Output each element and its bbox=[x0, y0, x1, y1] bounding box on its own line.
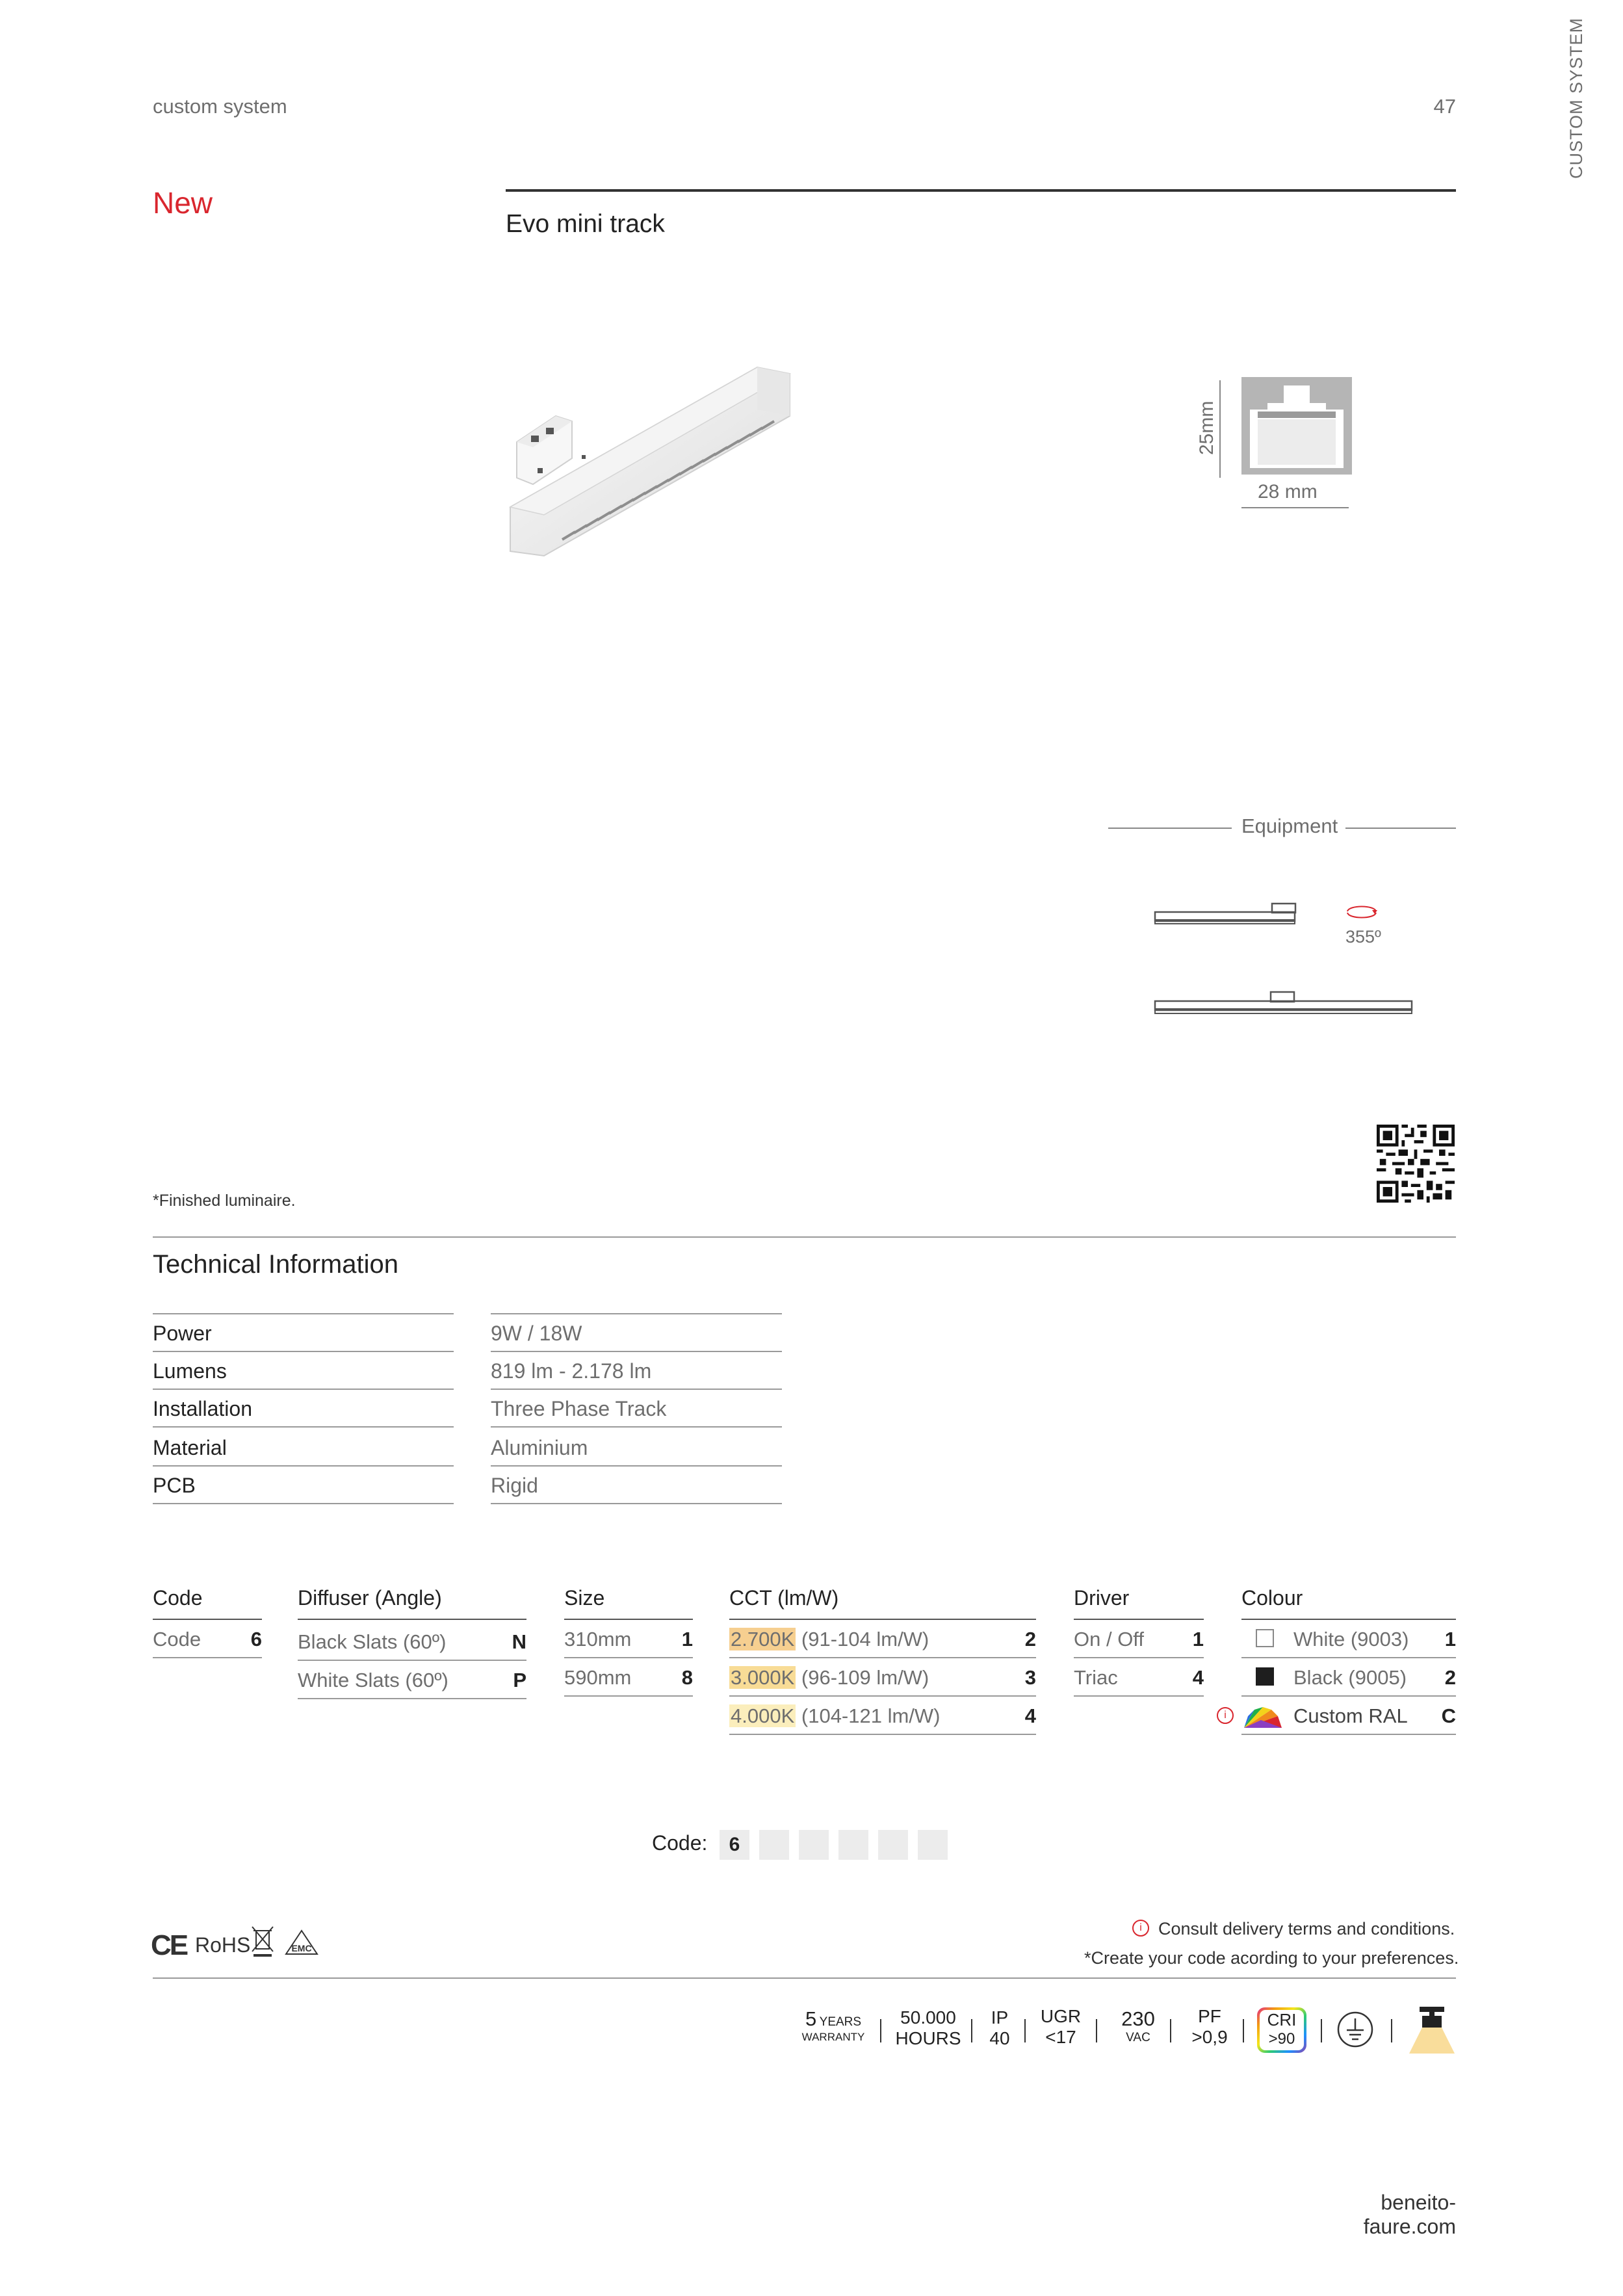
driver-option-onoff[interactable] bbox=[1074, 1620, 1204, 1658]
equipment-drawing-long bbox=[1154, 988, 1414, 1024]
diffuser-option-label: Black Slats (60º) bbox=[298, 1630, 447, 1653]
website-link[interactable]: beneito-faure.com bbox=[1363, 2191, 1456, 2238]
spec-separator bbox=[1024, 2019, 1026, 2042]
code-option-label: Code bbox=[153, 1628, 201, 1650]
ip-spec bbox=[981, 2007, 1018, 2049]
weee-bin-icon bbox=[251, 1925, 274, 1958]
cct-option-code: 2 bbox=[1024, 1628, 1036, 1650]
info-icon[interactable]: i bbox=[1217, 1707, 1234, 1724]
hours-label: HOURS bbox=[895, 2028, 961, 2048]
warranty-spec bbox=[801, 2007, 866, 2044]
profile-width-dim-line bbox=[1241, 507, 1349, 508]
white-swatch bbox=[1256, 1629, 1274, 1647]
warranty-label: WARRANTY bbox=[801, 2031, 865, 2043]
vac-spec bbox=[1109, 2007, 1167, 2045]
cri-label: CRI bbox=[1267, 2010, 1297, 2029]
code-slot-1: 6 bbox=[720, 1830, 749, 1860]
col-header-driver: Driver bbox=[1074, 1586, 1130, 1610]
profile-height-dim-line bbox=[1219, 380, 1221, 478]
colour-option-code: 2 bbox=[1444, 1666, 1456, 1689]
size-option-label: 590mm bbox=[564, 1666, 632, 1689]
side-band-label: CUSTOM SYSTEM bbox=[1566, 17, 1586, 179]
driver-option-code: 4 bbox=[1192, 1666, 1204, 1689]
colour-option-custom[interactable] bbox=[1241, 1697, 1456, 1735]
col-header-code: Code bbox=[153, 1586, 203, 1610]
spec-separator bbox=[1096, 2019, 1097, 2042]
cct-efficiency: (96-109 lm/W) bbox=[801, 1666, 929, 1689]
colour-option-white[interactable] bbox=[1241, 1620, 1456, 1658]
create-note: *Create your code acording to your preferences. bbox=[1084, 1948, 1459, 1968]
diffuser-option-black[interactable] bbox=[298, 1623, 526, 1661]
size-option-590[interactable] bbox=[564, 1658, 693, 1697]
hours-number: 50.000 bbox=[900, 2007, 956, 2028]
code-option-code: 6 bbox=[250, 1628, 262, 1650]
ti-value-installation: Three Phase Track bbox=[491, 1390, 782, 1428]
cct-option-2700[interactable] bbox=[729, 1620, 1036, 1658]
driver-option-code: 1 bbox=[1192, 1628, 1204, 1650]
diffuser-option-white[interactable] bbox=[298, 1661, 526, 1699]
consult-note: Consult delivery terms and conditions. bbox=[1158, 1919, 1455, 1938]
code-option-row[interactable] bbox=[153, 1620, 262, 1658]
size-option-label: 310mm bbox=[564, 1628, 632, 1650]
product-name: Evo mini track bbox=[506, 210, 665, 238]
ugr-value: <17 bbox=[1045, 2027, 1076, 2047]
track-light-icon bbox=[1408, 2005, 1456, 2054]
ground-icon bbox=[1336, 2011, 1374, 2048]
colour-option-label: Custom RAL bbox=[1293, 1704, 1408, 1727]
code-builder-label: Code: bbox=[652, 1831, 708, 1855]
colour-option-black[interactable] bbox=[1241, 1658, 1456, 1697]
ti-value-material: Aluminium bbox=[491, 1429, 782, 1467]
vac-number: 230 bbox=[1121, 2007, 1155, 2030]
ti-label-material: Material bbox=[153, 1429, 454, 1467]
cct-option-code: 3 bbox=[1024, 1666, 1036, 1689]
col-header-colour: Colour bbox=[1241, 1586, 1303, 1610]
pf-label: PF bbox=[1198, 2006, 1221, 2026]
ti-value-pcb: Rigid bbox=[491, 1467, 782, 1504]
cri-icon bbox=[1257, 2007, 1306, 2053]
pf-spec bbox=[1180, 2006, 1239, 2048]
equipment-rule-right bbox=[1345, 828, 1456, 829]
cct-option-4000[interactable] bbox=[729, 1697, 1036, 1735]
size-option-310[interactable] bbox=[564, 1620, 693, 1658]
spec-separator bbox=[971, 2019, 972, 2042]
black-swatch bbox=[1256, 1667, 1274, 1686]
profile-width-label: 28 mm bbox=[1258, 481, 1318, 502]
colour-option-label: Black (9005) bbox=[1293, 1666, 1407, 1689]
ip-value: 40 bbox=[989, 2028, 1010, 2048]
colour-option-label: White (9003) bbox=[1293, 1628, 1409, 1650]
rotation-icon bbox=[1342, 904, 1381, 923]
footnote: *Finished luminaire. bbox=[153, 1192, 296, 1210]
cct-option-code: 4 bbox=[1024, 1704, 1036, 1727]
code-slot-3[interactable] bbox=[799, 1830, 829, 1860]
warranty-years: YEARS bbox=[819, 2015, 862, 2029]
driver-option-triac[interactable] bbox=[1074, 1658, 1204, 1697]
footer-rule bbox=[153, 1977, 1456, 1979]
profile-height-label: 25mm bbox=[1196, 400, 1217, 455]
new-badge: New bbox=[153, 186, 213, 220]
code-slot-5[interactable] bbox=[878, 1830, 908, 1860]
diffuser-option-code: N bbox=[512, 1630, 526, 1653]
ti-label-installation: Installation bbox=[153, 1390, 454, 1428]
code-slot-6[interactable] bbox=[918, 1830, 948, 1860]
rohs-label: RoHS bbox=[195, 1933, 251, 1957]
col-header-size: Size bbox=[564, 1586, 605, 1610]
cct-efficiency: (104-121 lm/W) bbox=[801, 1704, 941, 1727]
spec-separator bbox=[1243, 2019, 1244, 2042]
cri-value: >90 bbox=[1268, 2030, 1295, 2048]
svg-text:EMC: EMC bbox=[291, 1943, 312, 1953]
section-name: custom system bbox=[153, 95, 287, 118]
technical-title: Technical Information bbox=[153, 1250, 398, 1279]
diffuser-option-code: P bbox=[513, 1669, 526, 1691]
code-slot-4[interactable] bbox=[838, 1830, 868, 1860]
ti-value-lumens: 819 lm - 2.178 lm bbox=[491, 1352, 782, 1390]
driver-option-label: On / Off bbox=[1074, 1628, 1144, 1650]
cct-temp: 2.700K bbox=[731, 1628, 795, 1650]
ip-label: IP bbox=[991, 2007, 1009, 2028]
ce-mark-icon: CE bbox=[151, 1929, 187, 1961]
consult-info-icon: i bbox=[1132, 1920, 1149, 1937]
equipment-rule-left bbox=[1108, 828, 1232, 829]
ti-label-power: Power bbox=[153, 1314, 454, 1352]
cct-option-3000[interactable] bbox=[729, 1658, 1036, 1697]
spec-separator bbox=[1321, 2019, 1322, 2042]
vac-label: VAC bbox=[1126, 2031, 1150, 2044]
rainbow-icon bbox=[1241, 1703, 1284, 1729]
pf-value: >0,9 bbox=[1191, 2027, 1228, 2047]
cct-temp: 4.000K bbox=[731, 1704, 795, 1727]
ti-label-pcb: PCB bbox=[153, 1467, 454, 1504]
colour-option-code: 1 bbox=[1444, 1628, 1456, 1650]
warranty-number: 5 bbox=[805, 2007, 817, 2030]
page-number: 47 bbox=[1433, 95, 1456, 118]
hours-spec bbox=[892, 2007, 965, 2049]
size-option-code: 8 bbox=[681, 1666, 693, 1689]
driver-option-label: Triac bbox=[1074, 1666, 1118, 1689]
qr-code[interactable] bbox=[1377, 1125, 1455, 1203]
cct-temp: 3.000K bbox=[731, 1666, 795, 1689]
equipment-drawing-short bbox=[1154, 900, 1303, 933]
rotation-label: 355º bbox=[1345, 927, 1381, 946]
col-header-diffuser: Diffuser (Angle) bbox=[298, 1586, 442, 1610]
size-option-code: 1 bbox=[681, 1628, 693, 1650]
product-image bbox=[504, 345, 796, 559]
spec-separator bbox=[1391, 2019, 1392, 2042]
title-rule bbox=[506, 189, 1456, 192]
col-header-cct: CCT (lm/W) bbox=[729, 1586, 839, 1610]
section-rule bbox=[153, 1236, 1456, 1238]
code-slot-2[interactable] bbox=[759, 1830, 789, 1860]
cct-efficiency: (91-104 lm/W) bbox=[801, 1628, 929, 1650]
ugr-spec bbox=[1035, 2006, 1087, 2048]
equipment-title: Equipment bbox=[1241, 815, 1338, 837]
ti-label-lumens: Lumens bbox=[153, 1352, 454, 1390]
spec-separator bbox=[1170, 2019, 1171, 2042]
ugr-label: UGR bbox=[1040, 2006, 1082, 2026]
ti-value-power: 9W / 18W bbox=[491, 1314, 782, 1352]
profile-drawing bbox=[1238, 374, 1355, 478]
emc-icon bbox=[283, 1928, 320, 1958]
cri-box bbox=[1260, 2010, 1304, 2050]
colour-option-code: C bbox=[1441, 1704, 1456, 1727]
spec-separator bbox=[880, 2019, 881, 2042]
diffuser-head-rule bbox=[298, 1619, 526, 1620]
diffuser-option-label: White Slats (60º) bbox=[298, 1669, 448, 1691]
